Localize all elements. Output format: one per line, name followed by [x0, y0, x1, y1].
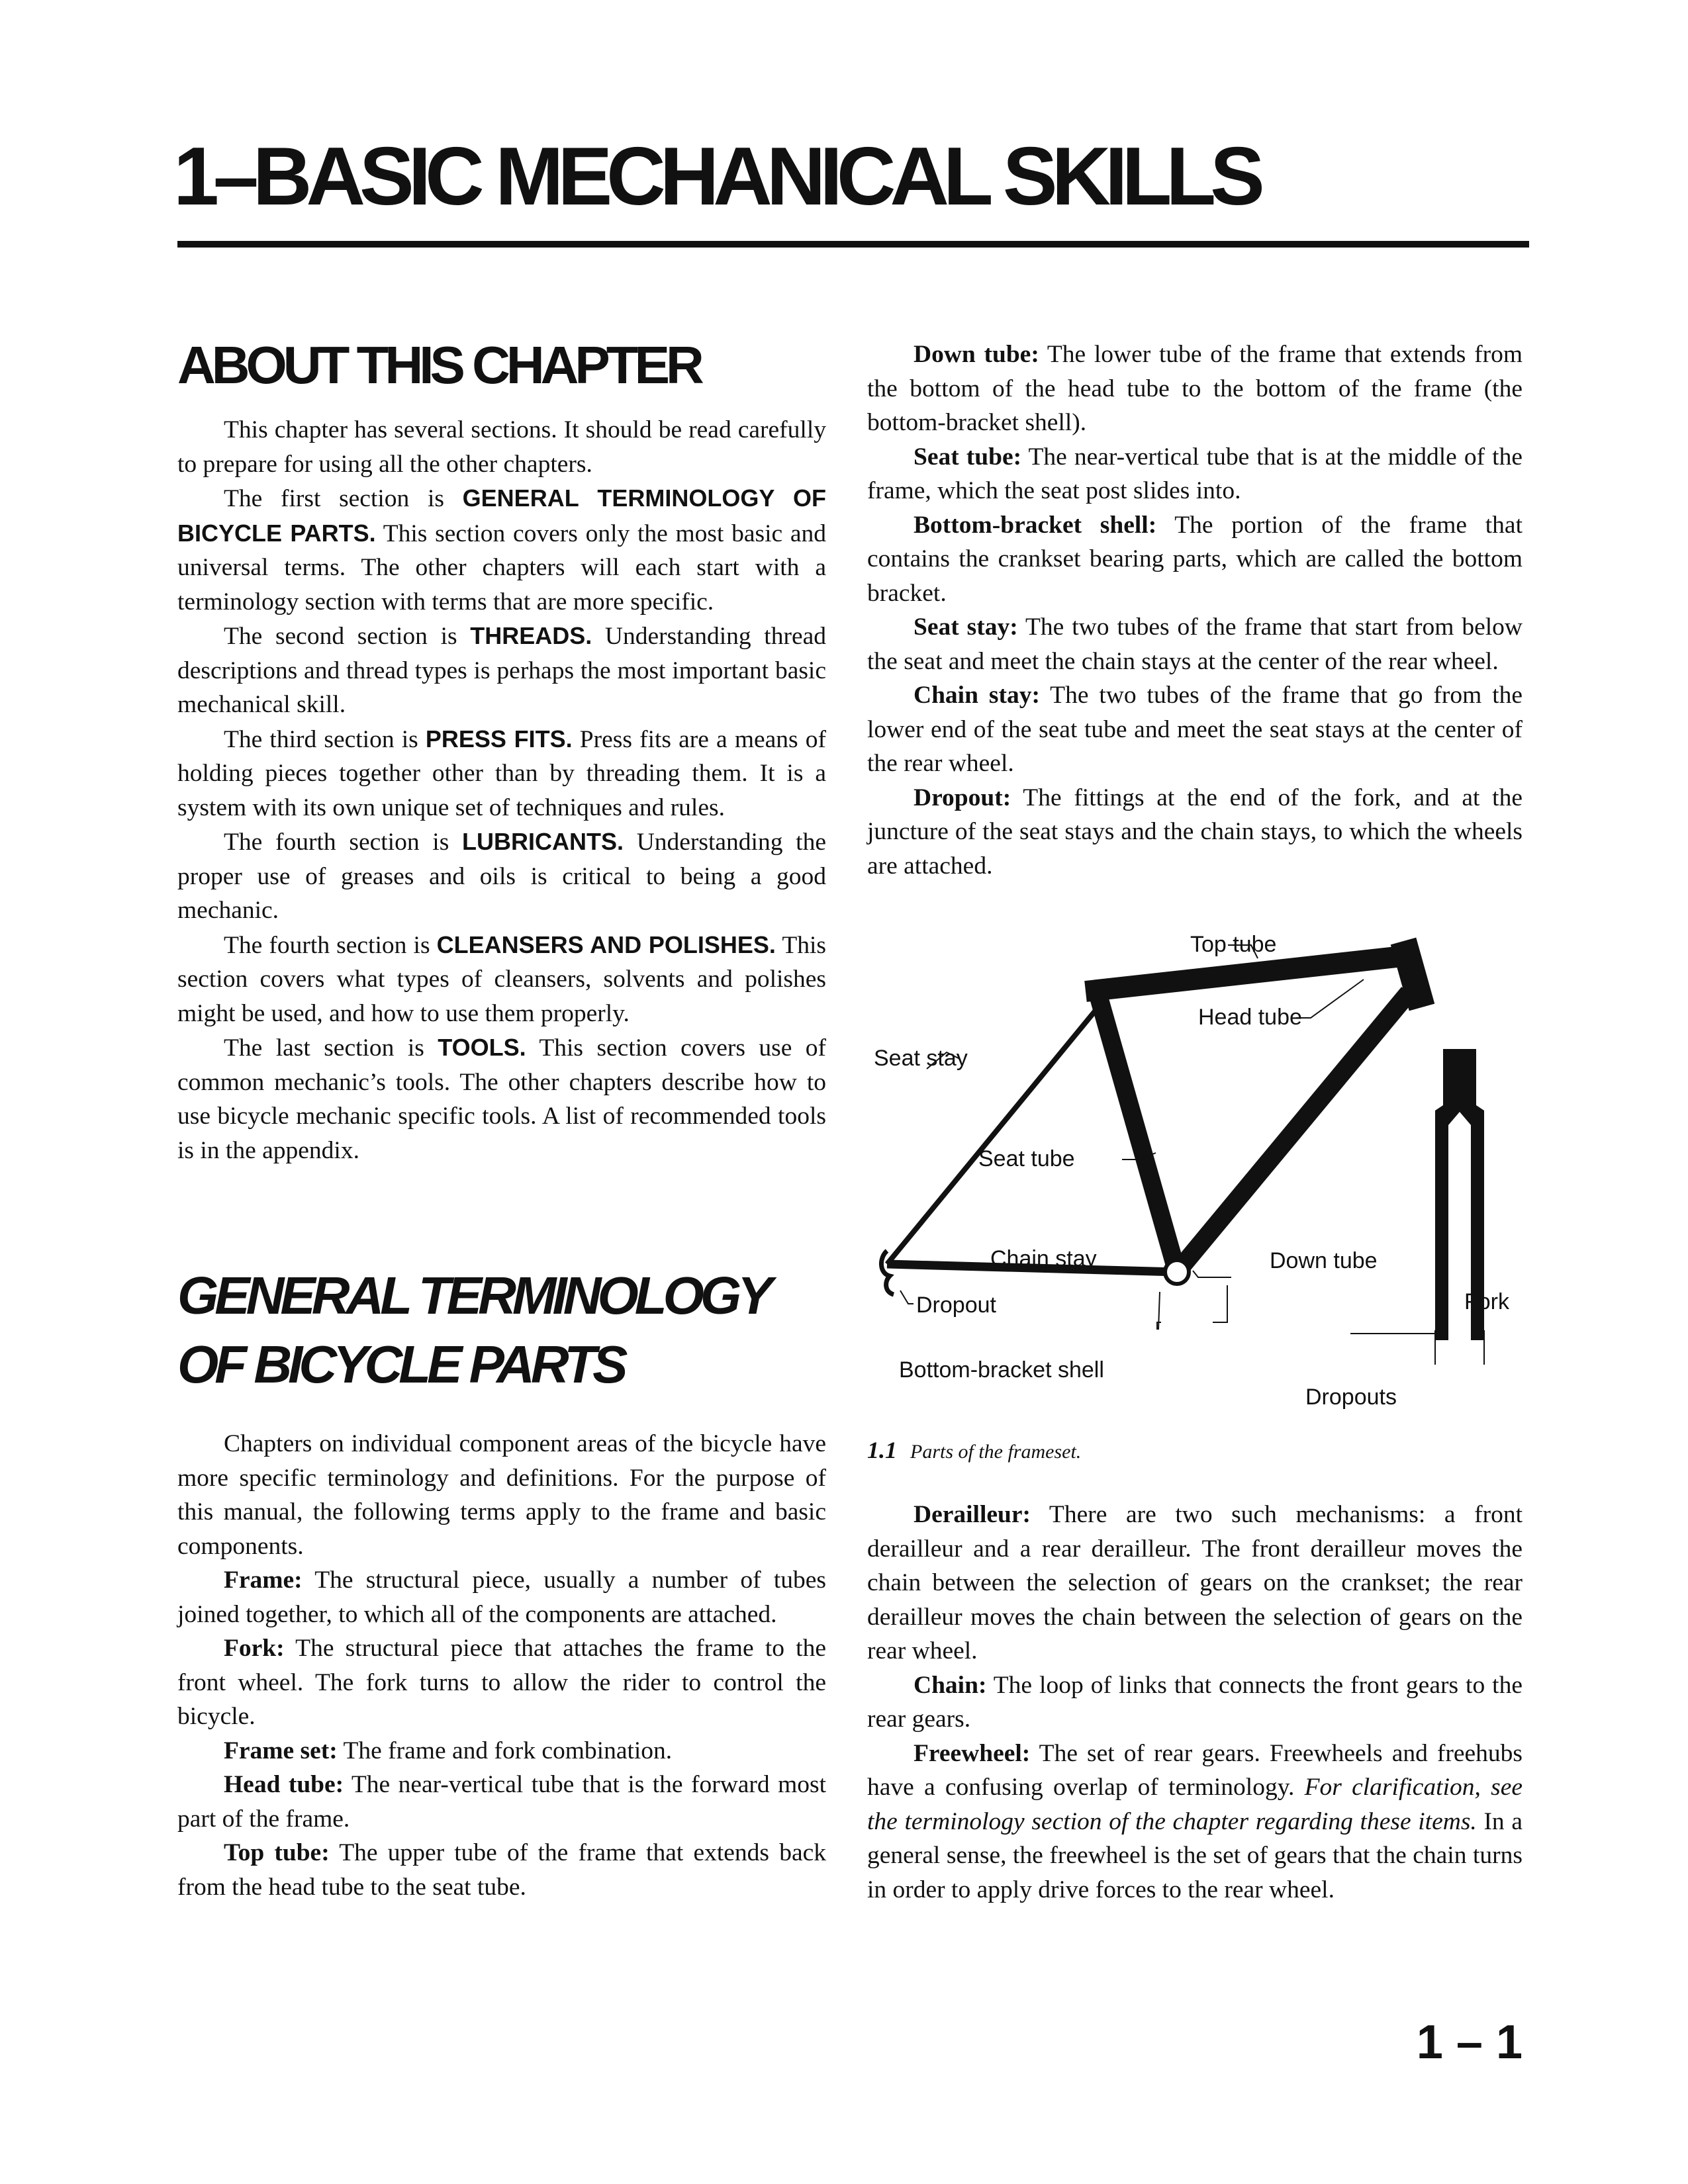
frameset-diagram [861, 927, 1536, 1436]
about-paragraph-3: The second section is THREADS. Understanding thread descriptions and thread types is perhaps the most important basic mechanical skill. [177, 622, 826, 718]
page-number: 1 – 1 [1416, 2016, 1523, 2069]
section-name: CLEANSERS AND POLISHES. [436, 931, 776, 958]
term-dropout: Dropout: The fittings at the end of the fork, and at the juncture of the seat stays and the chain stays, to which the wheels are attached. [867, 784, 1523, 880]
label-seat-stay: Seat stay [874, 1046, 968, 1071]
term-top-tube: Top tube: The upper tube of the frame that extends back from the head tube to the seat tube. [177, 1839, 826, 1901]
head-tube-shape [1403, 941, 1422, 1007]
section-name: THREADS. [470, 622, 592, 649]
terminology-heading: GENERAL TERMINOLOGY OF BICYCLE PARTS [177, 1266, 769, 1394]
label-dropout: Dropout [916, 1293, 996, 1318]
term-seat-stay: Seat stay: The two tubes of the frame that start from below the seat and meet the chain stays at the center of the rear wheel. [867, 614, 1523, 675]
term-head-tube: Head tube: The near-vertical tube that is the forward most part of the frame. [177, 1771, 827, 1833]
about-paragraph-2: The first section is GENERAL TERMINOLOGY OF BICYCLE PARTS. This section covers only the most basic and universal terms. The other chapters will each start with a terminology section with terms that are more specific. [177, 484, 826, 615]
title-rule [177, 241, 1529, 248]
term-chain: Chain: The loop of links that connects the front gears to the rear gears. [867, 1671, 1523, 1733]
term-seat-tube: Seat tube: The near-vertical tube that is at the middle of the frame, which the seat post slides into. [867, 443, 1523, 504]
section-name: PRESS FITS. [425, 725, 573, 752]
label-chain-stay: Chain stay [990, 1246, 1097, 1271]
terminology-intro: Chapters on individual component areas of the bicycle have more specific terminology and definitions. For the purpose of this manual, the following terms apply to the frame and basic components. [177, 1430, 826, 1560]
about-paragraph-7: The last section is TOOLS. This section covers use of common mechanic’s tools. The other chapters describe how to use bicycle mechanic specific tools. A list of recommended tools is in the appendix. [177, 1034, 826, 1164]
right-column-bottom [867, 1498, 1523, 1907]
label-head-tube: Head tube [1198, 1005, 1302, 1030]
term-down-tube: Down tube: The lower tube of the frame that extends from the bottom of the head tube to the bottom of the frame (the bottom-bracket shell). [867, 341, 1523, 436]
about-paragraph-5: The fourth section is LUBRICANTS. Understanding the proper use of greases and oils is critical to being a good mechanic. [177, 828, 826, 924]
about-paragraph-4: The third section is PRESS FITS. Press fits are a means of holding pieces together other than by threading them. It is a system with its own unique set of techniques and rules. [177, 725, 826, 821]
term-frame-set: Frame set: The frame and fork combination. [224, 1737, 673, 1764]
left-column [177, 338, 826, 1904]
term-frame: Frame: The structural piece, usually a number of tubes joined together, to which all of the components are attached. [177, 1567, 826, 1628]
about-paragraph-6: The fourth section is CLEANSERS AND POLISHES. This section covers what types of cleansers, solvents and polishes might be used, and how to use them properly. [177, 931, 827, 1027]
figure-number: 1.1 [867, 1437, 897, 1463]
section-name: GENERAL TERMINOLOGY OF BICYCLE PARTS. [177, 484, 826, 547]
bottom-bracket-shape [1165, 1260, 1189, 1284]
label-top-tube: Top tube [1190, 932, 1277, 957]
about-paragraph-1: This chapter has several sections. It should be read carefully to prepare for using all the other chapters. [177, 416, 826, 478]
chapter-title: 1–BASIC MECHANICAL SKILLS [173, 131, 1259, 222]
term-bottom-bracket-shell: Bottom-bracket shell: The portion of the frame that contains the crankset bearing parts, which are called the bottom bracket. [867, 511, 1523, 607]
term-fork: Fork: The structural piece that attaches the frame to the front wheel. The fork turns to allow the rider to control the bicycle. [177, 1635, 826, 1730]
down-tube-shape [1177, 993, 1409, 1272]
label-dropouts: Dropouts [1305, 1385, 1397, 1410]
top-tube-shape [1086, 956, 1409, 991]
figure-caption-text: Parts of the frameset. [910, 1441, 1082, 1463]
term-freewheel: Freewheel: The set of rear gears. Freewheels and freehubs have a confusing overlap of terminology. For clarification, see the terminology section of the chapter regarding these items. In a general sense, the freewheel is the set of gears that the chain turns in order to apply drive forces to the rear wheel. [867, 1739, 1523, 1903]
label-down-tube: Down tube [1270, 1248, 1378, 1273]
section-name: TOOLS. [438, 1034, 526, 1061]
section-name: LUBRICANTS. [462, 828, 624, 855]
term-chain-stay: Chain stay: The two tubes of the frame that go from the lower end of the seat tube and meet the seat stays at the center of the rear wheel. [867, 682, 1523, 777]
about-heading: ABOUT THIS CHAPTER [177, 336, 700, 394]
seat-tube-shape [1098, 993, 1177, 1272]
label-seat-tube: Seat tube [978, 1146, 1075, 1171]
label-fork: Fork [1464, 1289, 1509, 1314]
label-bottom-bracket-shell: Bottom-bracket shell [899, 1357, 1104, 1383]
term-derailleur: Derailleur: There are two such mechanisms: a front derailleur and a rear derailleur. The front derailleur moves the chain between the selection of gears on the crankset; the rear derailleur moves the chain between the selection of gears on the rear wheel. [867, 1501, 1523, 1664]
right-column-top [867, 338, 1523, 883]
figure-caption [867, 1436, 1081, 1464]
